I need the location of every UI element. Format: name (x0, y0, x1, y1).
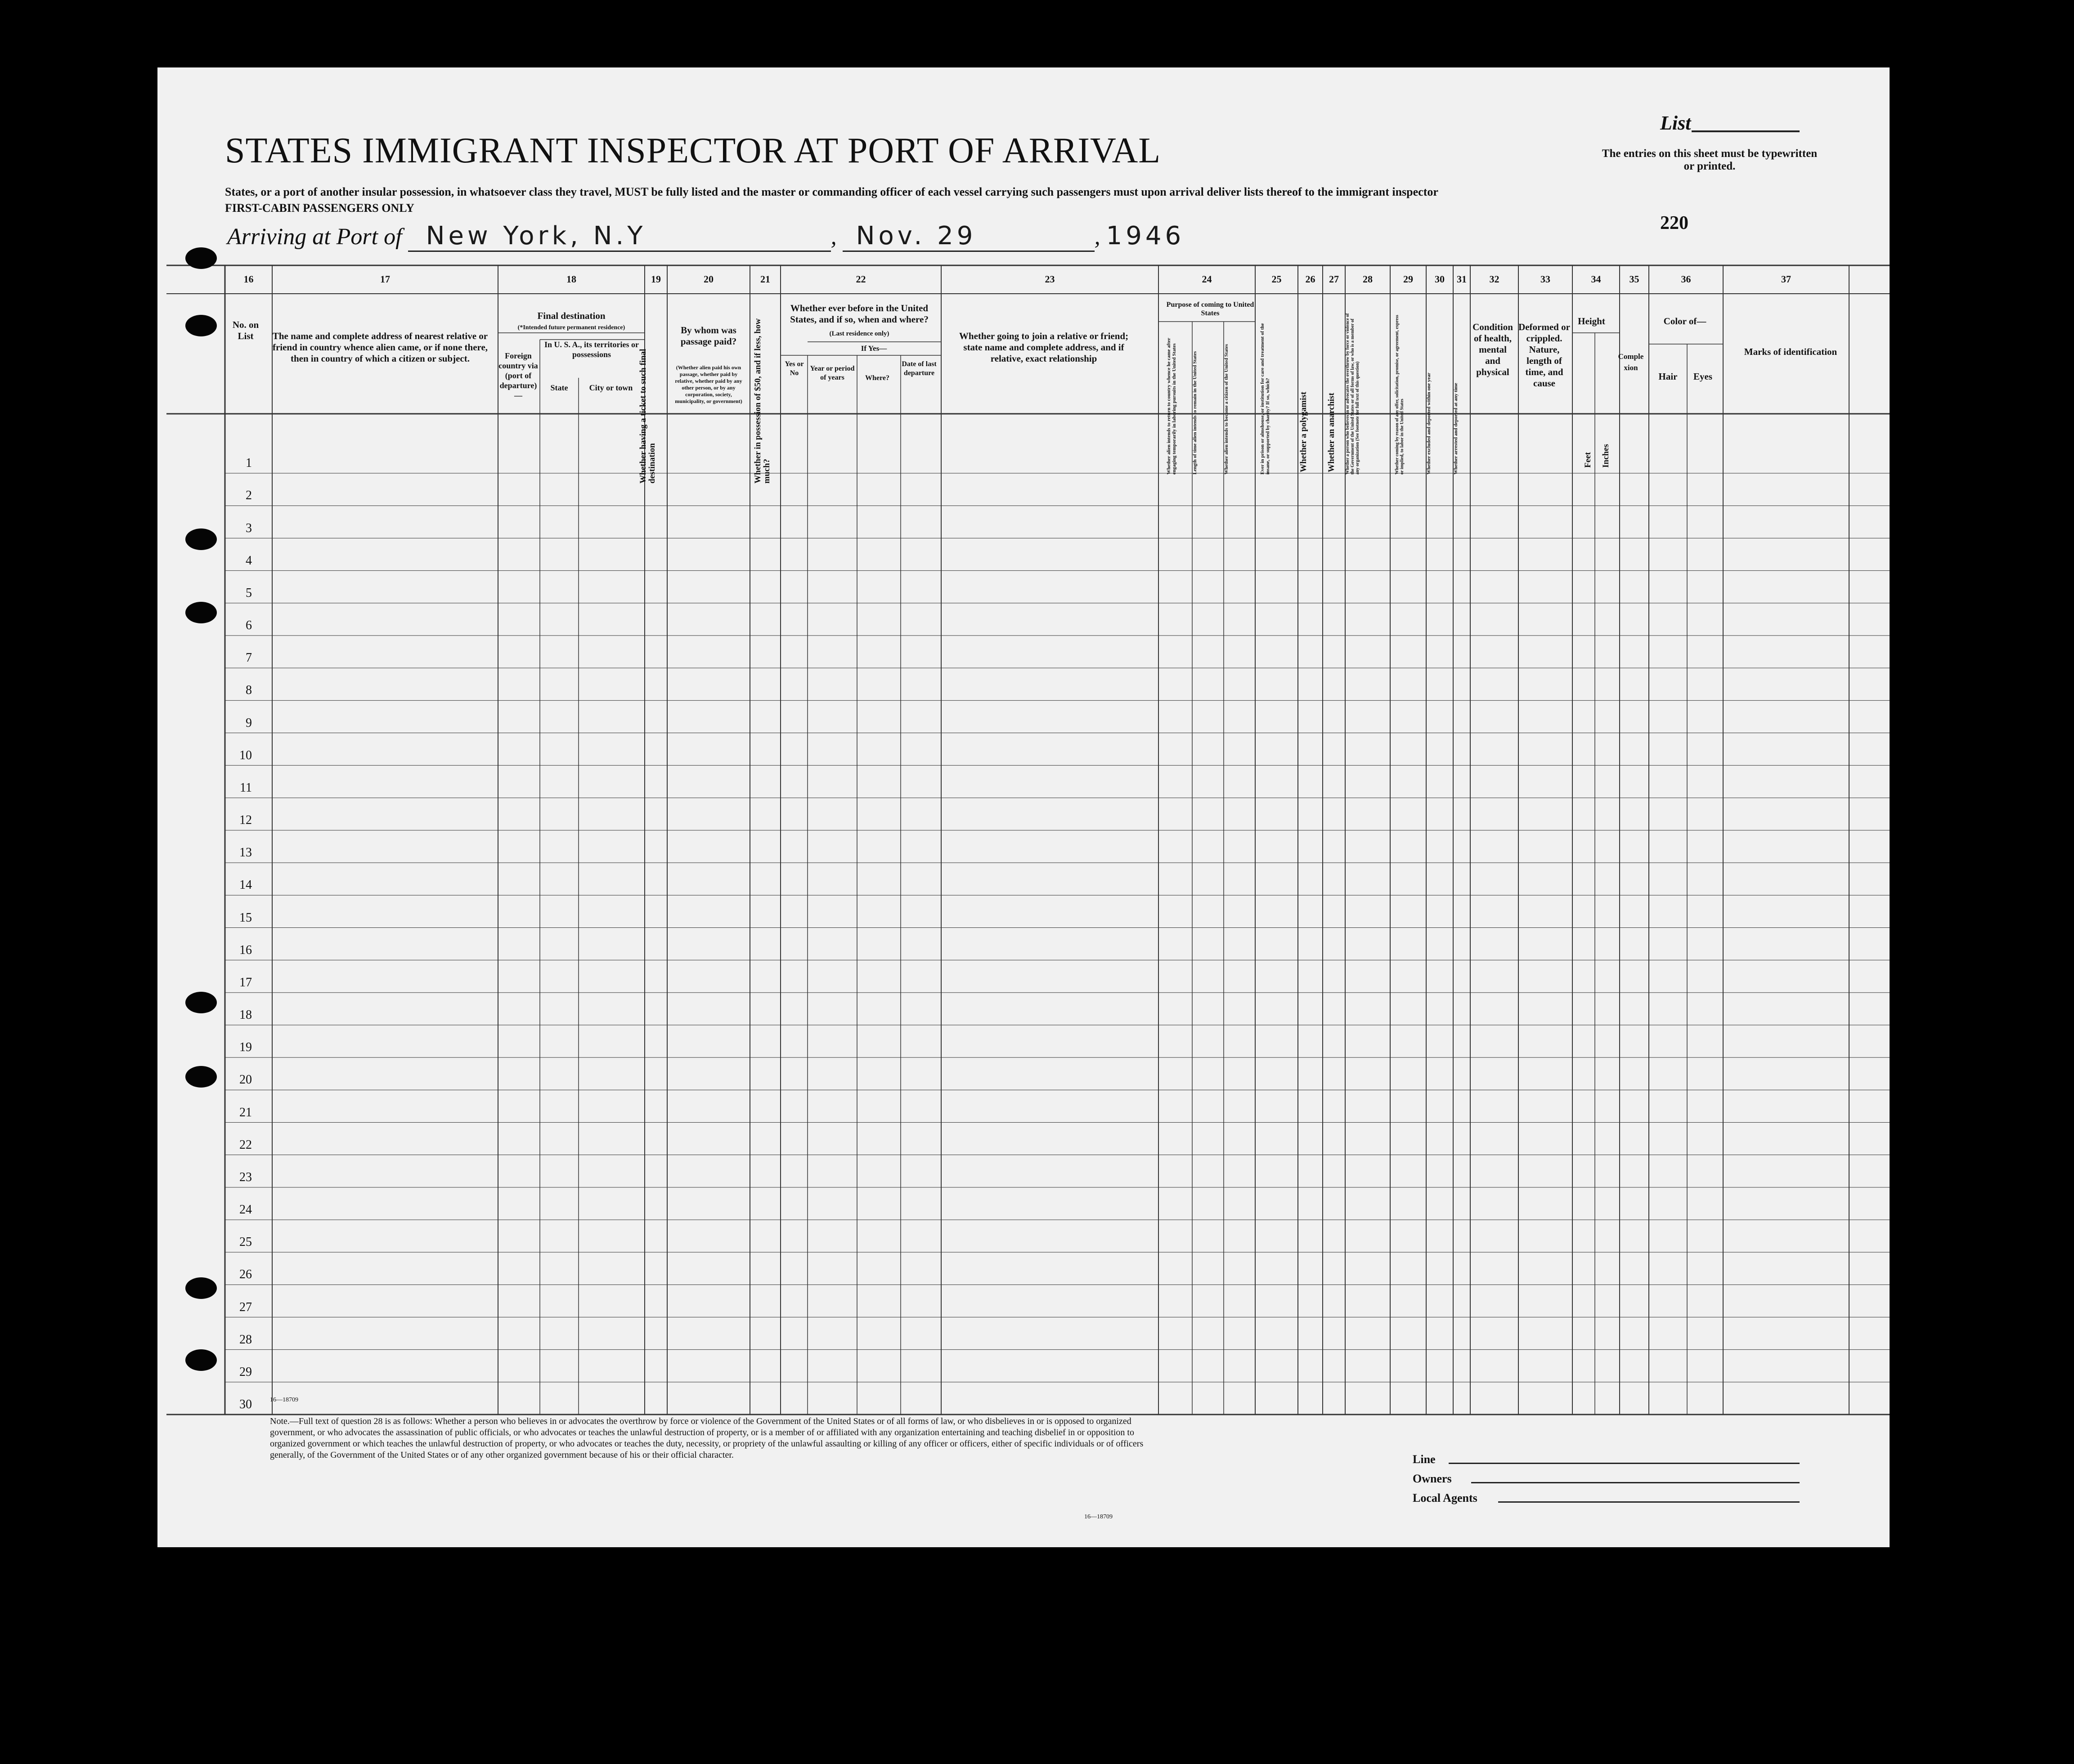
owners-field (1471, 1482, 1800, 1483)
manifest-sheet (157, 67, 1890, 1547)
column-number: 17 (380, 273, 390, 285)
punch-hole (185, 247, 217, 269)
year-suffix: 46 (1145, 221, 1185, 251)
column-number: 34 (1591, 273, 1601, 285)
column-number: 18 (566, 273, 576, 285)
column-number: 19 (651, 273, 661, 285)
row-number: 11 (240, 780, 252, 795)
column-number: 26 (1305, 273, 1315, 285)
inches-header: Inches (1601, 444, 1611, 468)
punch-hole (185, 602, 217, 623)
feet-header: Feet (1583, 452, 1593, 468)
arriving-line: Arriving at Port of New York, N.Y , Nov. 29 , 1946 (227, 221, 1185, 252)
class-line: FIRST-CABIN PASSENGERS ONLY (225, 201, 414, 215)
arriving-label: Arriving at Port of (227, 224, 402, 250)
agents-label: Local Agents (1413, 1491, 1477, 1504)
eyes-header: Eyes (1693, 371, 1712, 382)
date-departure-header: Date of last departure (902, 360, 937, 377)
agents-field (1498, 1501, 1800, 1503)
health-header: Condition of health, mental and physical (1472, 322, 1513, 377)
port-value: New York, N.Y (426, 221, 646, 251)
column-number: 35 (1629, 273, 1639, 285)
nearest-relative-header: The name and complete address of nearest relative or friend in country whence alien came, or if none there, then in country of which a citizen or subject. (272, 331, 488, 364)
overthrow-header: Whether a person who believes in or advocates the overthrow by force or violence of the Government of the United States or of all forms of law, or who is a member of any organization (See footnote for full text of this question) (1345, 313, 1360, 475)
city-header: City or town (589, 383, 633, 392)
usa-header: In U. S. A., its territories or possessions (544, 340, 639, 359)
punch-hole (185, 1066, 217, 1088)
owners-label: Owners (1413, 1472, 1452, 1485)
row-number: 27 (239, 1300, 252, 1314)
row-number: 24 (239, 1203, 252, 1217)
row-number: 17 (239, 975, 252, 989)
passage-paid-note: (Whether alien paid his own passage, whether paid by relative, whether paid by any other person, or by any corporation, society, municipality, or government) (675, 364, 742, 404)
column-number: 22 (856, 273, 866, 285)
purpose-a-header: Whether alien intends to return to country whence he came after engaging temporarily in laboring pursuits in the United States (1166, 338, 1177, 475)
column-number: 27 (1329, 273, 1339, 285)
row-number: 20 (239, 1073, 252, 1087)
purpose-header: Purpose of coming to United States (1166, 301, 1254, 317)
column-number: 30 (1435, 273, 1445, 285)
row-number: 23 (239, 1170, 252, 1184)
row-number: 3 (246, 521, 252, 535)
column-number: 32 (1489, 273, 1499, 285)
page-number: 220 (1660, 213, 1688, 233)
column-number: 28 (1363, 273, 1373, 285)
row-number: 26 (239, 1267, 252, 1282)
row-number: 4 (246, 553, 252, 568)
row-number: 14 (239, 878, 252, 892)
row-number: 13 (239, 846, 252, 860)
ticket-header: Whether having a ticket to such final destination (638, 349, 657, 484)
page-subtitle: States, or a port of another insular possession, in whatsoever class they travel, MUST be fully listed and the master or commanding officer of each vessel carrying such passengers must upon arrival deliver lists thereof to the immigrant inspector (225, 185, 1438, 198)
column-number: 23 (1045, 273, 1055, 285)
where-header: Where? (865, 374, 889, 382)
row-number: 22 (239, 1137, 252, 1152)
ever-before-header: Whether ever before in the United States, and if so, when and where? (790, 303, 929, 325)
question-28-note: Note.—Full text of question 28 is as follows: Whether a person who believes in or advocates the overthrow by force or violence of the Government of the United States or of all forms of law, or who disbelieves in or is opposed to organized government, or who advocates the assassination of public officials, or who advocates or teaches the unlawful destruction of property, or is a member of or affiliated with any organization entertaining and teaching disbelief in or opposition to organized government or which teaches the unlawful destruction of property, or who advocates or teaches the duty, necessity, or propriety of the unlawful assaulting or killing of any officer or officers, either of specific individuals or of officers generally, of the Government of the United States or of any other organized government because of his or their official character. (270, 1416, 1144, 1460)
no-on-list-header: No. on List (232, 319, 259, 341)
column-number: 24 (1202, 273, 1212, 285)
punch-hole (185, 992, 217, 1013)
anarchist-header: Whether an anarchist (1327, 393, 1336, 472)
row-number: 29 (239, 1365, 252, 1379)
row-number: 25 (239, 1235, 252, 1249)
polygamist-header: Whether a polygamist (1299, 391, 1308, 472)
column-number: 37 (1781, 273, 1791, 285)
column-number: 31 (1457, 273, 1467, 285)
list-label: List (1660, 112, 1691, 134)
final-destination-header: Final destination (537, 310, 606, 321)
line-field (1449, 1463, 1800, 1464)
year-prefix: 19 (1106, 221, 1145, 251)
purpose-b-header: Length of time alien intends to remain in the United States (1192, 351, 1198, 475)
table-grid (157, 67, 1890, 1547)
column-number: 36 (1681, 273, 1691, 285)
foreign-country-header: Foreign country via (port of departure)— (498, 351, 538, 400)
passage-paid-header: By whom was passage paid? (680, 325, 737, 347)
row-number: 18 (239, 1008, 252, 1022)
row-number: 21 (239, 1105, 252, 1119)
row-number: 30 (239, 1397, 252, 1411)
row-number: 19 (239, 1040, 252, 1055)
labor-offer-header: Whether coming by reason of any offer, solicitation, promise, or agreement, express or implied, to labor in the United States (1395, 315, 1405, 475)
complexion-header: Complexion (1618, 352, 1644, 372)
prison-header: Ever in prison or almshouse, or institution for care and treatment of the insane, or supported by charity? If so, which? (1260, 323, 1270, 475)
row-number: 16 (239, 943, 252, 957)
row-number: 8 (246, 683, 252, 698)
row-number: 9 (246, 716, 252, 730)
line-label: Line (1413, 1453, 1436, 1466)
row-number: 15 (239, 910, 252, 925)
yes-no-header: Yes or No (785, 360, 804, 377)
typewritten-note: The entries on this sheet must be typewritten or printed. (1602, 148, 1818, 172)
date-value: Nov. 29 (856, 221, 977, 251)
form-number-footer: 16—18709 (1084, 1513, 1113, 1520)
row-number: 28 (239, 1332, 252, 1347)
column-number: 25 (1271, 273, 1282, 285)
punch-hole (185, 528, 217, 550)
deported-header: Whether arrested and deported at any time (1453, 383, 1459, 475)
color-of-header: Color of— (1663, 316, 1706, 327)
marks-header: Marks of identification (1744, 346, 1837, 357)
punch-hole (185, 315, 217, 336)
row-number: 12 (239, 813, 252, 827)
ever-before-note: (Last residence only) (829, 330, 889, 337)
row-number: 1 (246, 456, 252, 470)
punch-hole (185, 1277, 217, 1299)
join-relative-header: Whether going to join a relative or friend; state name and complete address, and if relative, exact relationship (959, 331, 1129, 364)
purpose-c-header: Whether alien intends to become a citizen of the United States (1224, 344, 1229, 475)
form-number: 16—18709 (270, 1397, 298, 1403)
row-number: 7 (246, 651, 252, 665)
height-header: Height (1578, 316, 1605, 327)
years-header: Year or period of years (810, 365, 855, 381)
hair-header: Hair (1658, 371, 1678, 382)
row-number: 10 (239, 748, 252, 762)
excluded-header: Whether excluded and deported within one year (1426, 372, 1432, 475)
final-destination-note: (*Intended future permanent residence) (517, 324, 625, 331)
row-number: 5 (246, 586, 252, 600)
row-number: 2 (246, 488, 252, 503)
page-title: STATES IMMIGRANT INSPECTOR AT PORT OF ARRIVAL (225, 131, 1161, 170)
column-number: 16 (243, 273, 254, 285)
column-number: 33 (1540, 273, 1550, 285)
row-number: 6 (246, 618, 252, 632)
fifty-dollars-header: Whether in possession of $50, and if less, how much? (753, 318, 772, 484)
column-number: 20 (704, 273, 714, 285)
state-header: State (550, 383, 568, 392)
if-yes-header: If Yes— (861, 344, 887, 353)
column-number: 29 (1403, 273, 1413, 285)
deformed-header: Deformed or crippled. Nature, length of time, and cause (1518, 322, 1570, 389)
punch-hole (185, 1349, 217, 1371)
column-number: 21 (760, 273, 770, 285)
